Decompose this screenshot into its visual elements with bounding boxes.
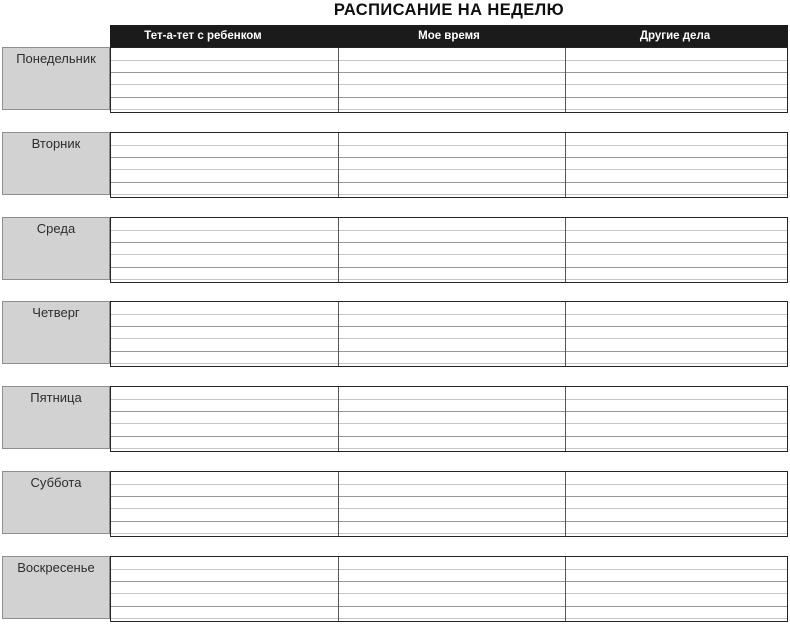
cell-rule-line (111, 194, 787, 195)
day-label-friday (2, 386, 110, 449)
column-header-child-time-label: Тет-а-тет с ребенком (144, 30, 262, 42)
day-label-tuesday (2, 132, 110, 195)
column-divider (338, 48, 339, 112)
column-header-my-time (336, 25, 562, 47)
cell-rule-line (111, 242, 787, 243)
day-section-thursday (2, 301, 788, 367)
cell-rule-line (111, 326, 787, 327)
day-grid-friday (110, 386, 788, 452)
cell-rule-line (111, 593, 787, 594)
cell-rule-line (111, 411, 787, 412)
cell-rule-line (111, 254, 787, 255)
cell-rule-line (111, 157, 787, 158)
cell-rule-line (111, 169, 787, 170)
cell-rule-line (111, 279, 787, 280)
cell-rule-line (111, 314, 787, 315)
day-label-friday-text: Пятница (30, 390, 82, 405)
cell-rule-line (111, 496, 787, 497)
day-grid-monday (110, 47, 788, 113)
cell-rule-line (111, 145, 787, 146)
cell-rule-line (111, 508, 787, 509)
day-label-tuesday-text: Вторник (31, 136, 81, 151)
day-section-friday (2, 386, 788, 452)
day-grid-thursday (110, 301, 788, 367)
day-section-wednesday (2, 217, 788, 283)
cell-rule-line (111, 533, 787, 534)
column-divider (565, 387, 566, 451)
day-section-monday (2, 47, 788, 113)
day-label-saturday (2, 471, 110, 534)
day-label-sunday-text: Воскресенье (17, 560, 95, 575)
cell-rule-line (111, 72, 787, 73)
cell-rule-line (111, 351, 787, 352)
cell-rule-line (111, 60, 787, 61)
table-header-bar (110, 25, 788, 47)
cell-rule-line (111, 97, 787, 98)
column-divider (338, 133, 339, 197)
cell-rule-line (111, 581, 787, 582)
day-grid-saturday (110, 471, 788, 537)
column-header-my-time-label: Мое время (418, 30, 480, 42)
cell-rule-line (111, 448, 787, 449)
cell-rule-line (111, 423, 787, 424)
cell-rule-line (111, 84, 787, 85)
day-section-sunday (2, 556, 788, 622)
day-label-monday (2, 47, 110, 110)
cell-rule-line (111, 484, 787, 485)
day-label-monday-text: Понедельник (16, 51, 96, 66)
day-label-sunday (2, 556, 110, 619)
column-divider (338, 387, 339, 451)
column-header-other-tasks (562, 25, 788, 47)
column-divider (565, 302, 566, 366)
cell-rule-line (111, 399, 787, 400)
column-header-other-tasks-label: Другие дела (639, 30, 711, 42)
day-grid-tuesday (110, 132, 788, 198)
column-divider (565, 218, 566, 282)
column-divider (338, 472, 339, 536)
cell-rule-line (111, 521, 787, 522)
column-divider (565, 557, 566, 621)
column-divider (565, 48, 566, 112)
column-divider (338, 302, 339, 366)
day-label-saturday-text: Суббота (30, 475, 82, 490)
cell-rule-line (111, 436, 787, 437)
cell-rule-line (111, 618, 787, 619)
column-divider (565, 472, 566, 536)
column-divider (338, 557, 339, 621)
column-divider (565, 133, 566, 197)
cell-rule-line (111, 267, 787, 268)
cell-rule-line (111, 338, 787, 339)
day-label-thursday (2, 301, 110, 364)
day-section-tuesday (2, 132, 788, 198)
day-grid-wednesday (110, 217, 788, 283)
cell-rule-line (111, 569, 787, 570)
day-section-saturday (2, 471, 788, 537)
cell-rule-line (111, 606, 787, 607)
day-label-wednesday (2, 217, 110, 280)
day-grid-sunday (110, 556, 788, 622)
column-header-child-time (110, 25, 336, 47)
cell-rule-line (111, 363, 787, 364)
cell-rule-line (111, 230, 787, 231)
cell-rule-line (111, 109, 787, 110)
day-label-wednesday-text: Среда (36, 221, 76, 236)
page-title: РАСПИСАНИЕ НА НЕДЕЛЮ (333, 1, 565, 19)
cell-rule-line (111, 182, 787, 183)
column-divider (338, 218, 339, 282)
day-label-thursday-text: Четверг (32, 305, 80, 320)
